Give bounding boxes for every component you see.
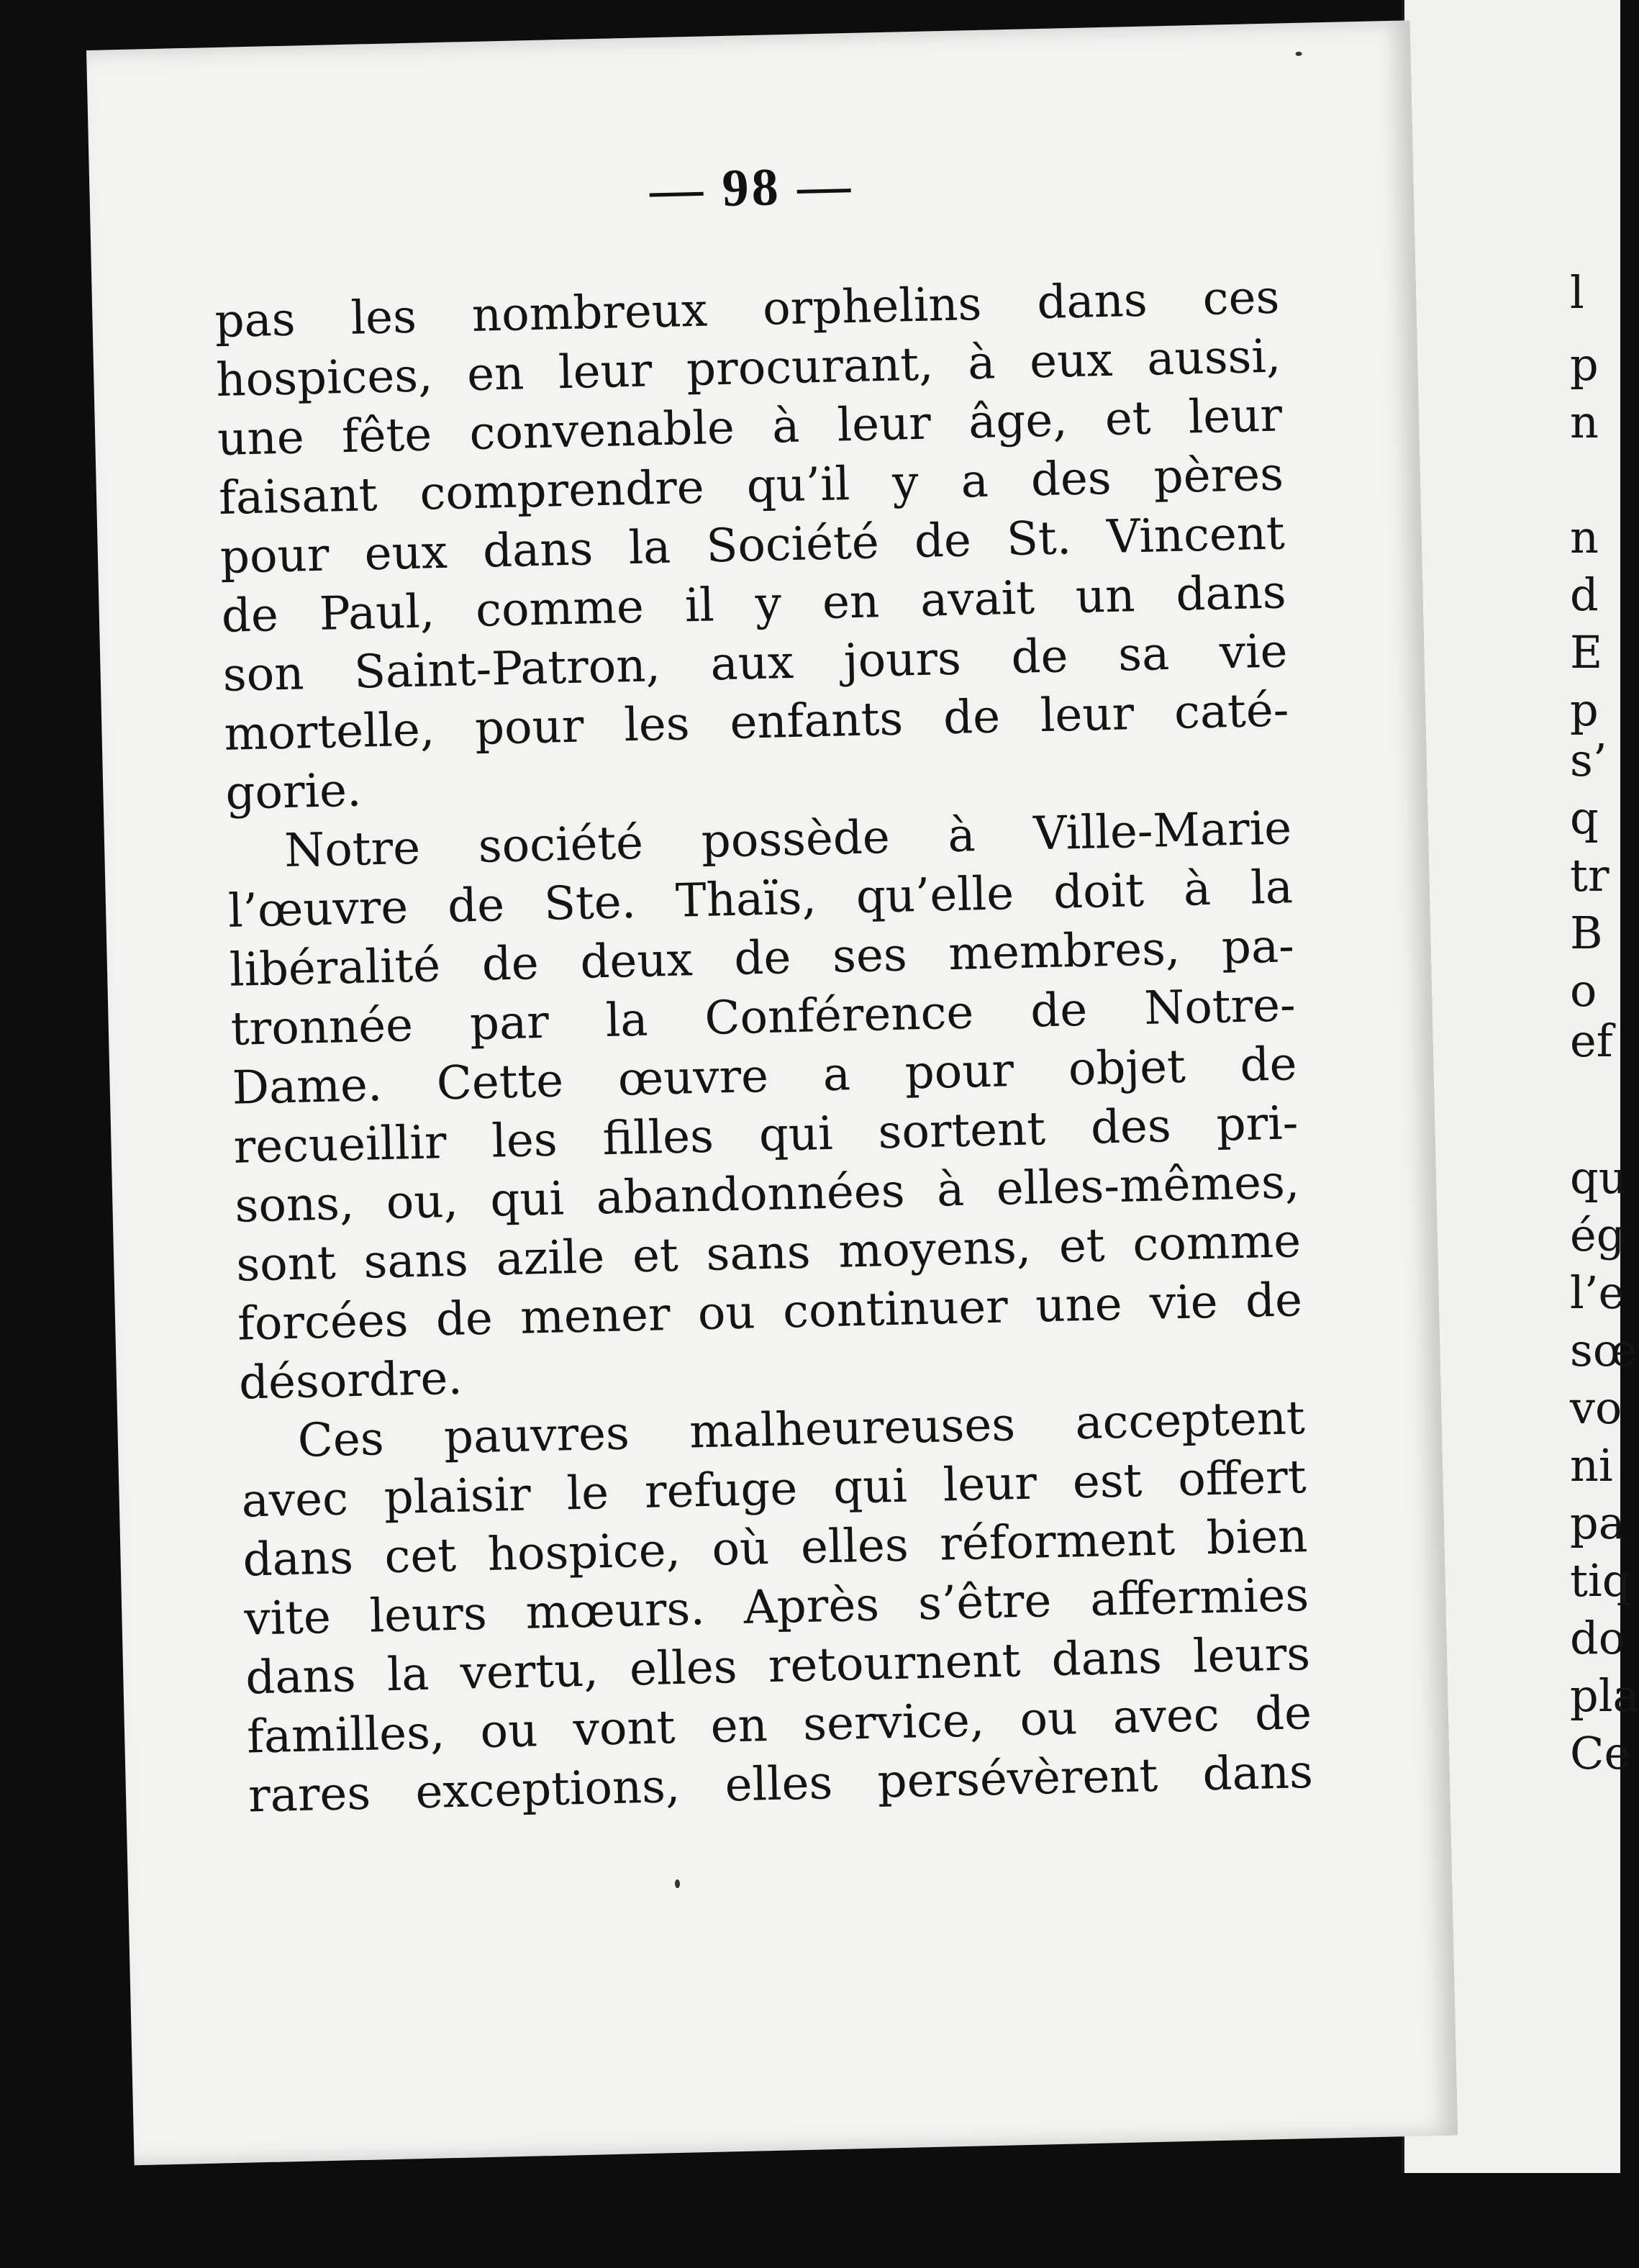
text-line: de Paul, comme il y en avait un dans (221, 566, 1287, 643)
facing-fragment: vo (1570, 1382, 1622, 1434)
facing-fragment: n (1570, 396, 1599, 448)
text-line: familles, ou vont en service, ou avec de (246, 1686, 1312, 1764)
text-line: Ces pauvres malheureuses acceptent (297, 1392, 1306, 1468)
text-line: rares exceptions, elles persévèrent dans (248, 1745, 1314, 1823)
text-line: libéralité de deux de ses membres, pa- (229, 920, 1295, 997)
facing-fragment: E (1570, 626, 1603, 679)
text-line: son Saint-Patron, aux jours de sa vie (222, 625, 1289, 702)
facing-fragment: ni (1570, 1439, 1613, 1492)
facing-fragment: pa (1570, 1497, 1625, 1549)
facing-fragment: sœ (1570, 1324, 1638, 1376)
facing-fragment: s’ (1570, 734, 1607, 786)
text-line: dans cet hospice, où elles réforment bien (242, 1510, 1309, 1587)
facing-fragment: p (1570, 684, 1599, 736)
facing-fragment: ef (1570, 1015, 1613, 1067)
text-line: l’œuvre de Ste. Thaïs, qu’elle doit à la (227, 861, 1294, 938)
text-line: une fête convenable à leur âge, et leur (217, 389, 1283, 466)
facing-fragment: p (1570, 338, 1599, 391)
text-line: faisant comprendre qu’il y a des pères (218, 448, 1284, 525)
text-line: forcées de mener ou continuer une vie de (237, 1274, 1303, 1351)
text-line: Notre société possède à Ville-Marie (283, 802, 1292, 879)
facing-fragment: tr (1570, 849, 1610, 902)
paper-speck (675, 1879, 680, 1888)
text-line: sont sans azile et sans moyens, et comme (235, 1215, 1302, 1292)
text-line: Dame. Cette œuvre a pour objet de (231, 1038, 1298, 1115)
text-line: désordre. (238, 1351, 463, 1410)
text-line: hospices, en leur procurant, à eux aussi, (215, 330, 1281, 408)
text-line: sons, ou, qui abandonnées à elles-mêmes, (234, 1156, 1300, 1233)
page-body-text (214, 268, 1314, 1825)
text-line: vite leurs mœurs. Après s’être affermies (243, 1569, 1309, 1646)
text-line: pour eux dans la Société de St. Vincent (219, 507, 1286, 584)
facing-fragment: pla (1570, 1669, 1639, 1722)
facing-fragment: do (1570, 1612, 1626, 1664)
facing-fragment: l (1570, 266, 1584, 319)
text-line: gorie. (224, 763, 363, 820)
book-page (86, 20, 1458, 2165)
text-line: tronnée par la Conférence de Notre- (230, 979, 1297, 1056)
text-line: recueillir les filles qui sortent des pri- (232, 1097, 1299, 1174)
facing-fragment: Ce (1570, 1727, 1631, 1779)
facing-fragment: tiq (1570, 1554, 1631, 1607)
facing-fragment: B (1570, 907, 1603, 959)
facing-fragment: d (1570, 568, 1599, 621)
facing-fragment: n (1570, 511, 1599, 563)
facing-fragment: ég (1570, 1209, 1625, 1261)
paper-speck (1295, 52, 1302, 56)
text-line: pas les nombreux orphelins dans ces (214, 271, 1281, 349)
facing-fragment: o (1570, 964, 1597, 1017)
facing-fragment: l’e (1570, 1266, 1625, 1319)
facing-fragment: q (1570, 791, 1599, 844)
facing-fragment: qu (1570, 1151, 1627, 1204)
text-line: mortelle, pour les enfants de leur caté- (223, 684, 1290, 761)
text-line: avec plaisir le refuge qui leur est offert (240, 1451, 1307, 1528)
page-number: — 98 — (649, 155, 854, 220)
text-line: dans la vertu, elles retournent dans leurs (245, 1627, 1311, 1705)
